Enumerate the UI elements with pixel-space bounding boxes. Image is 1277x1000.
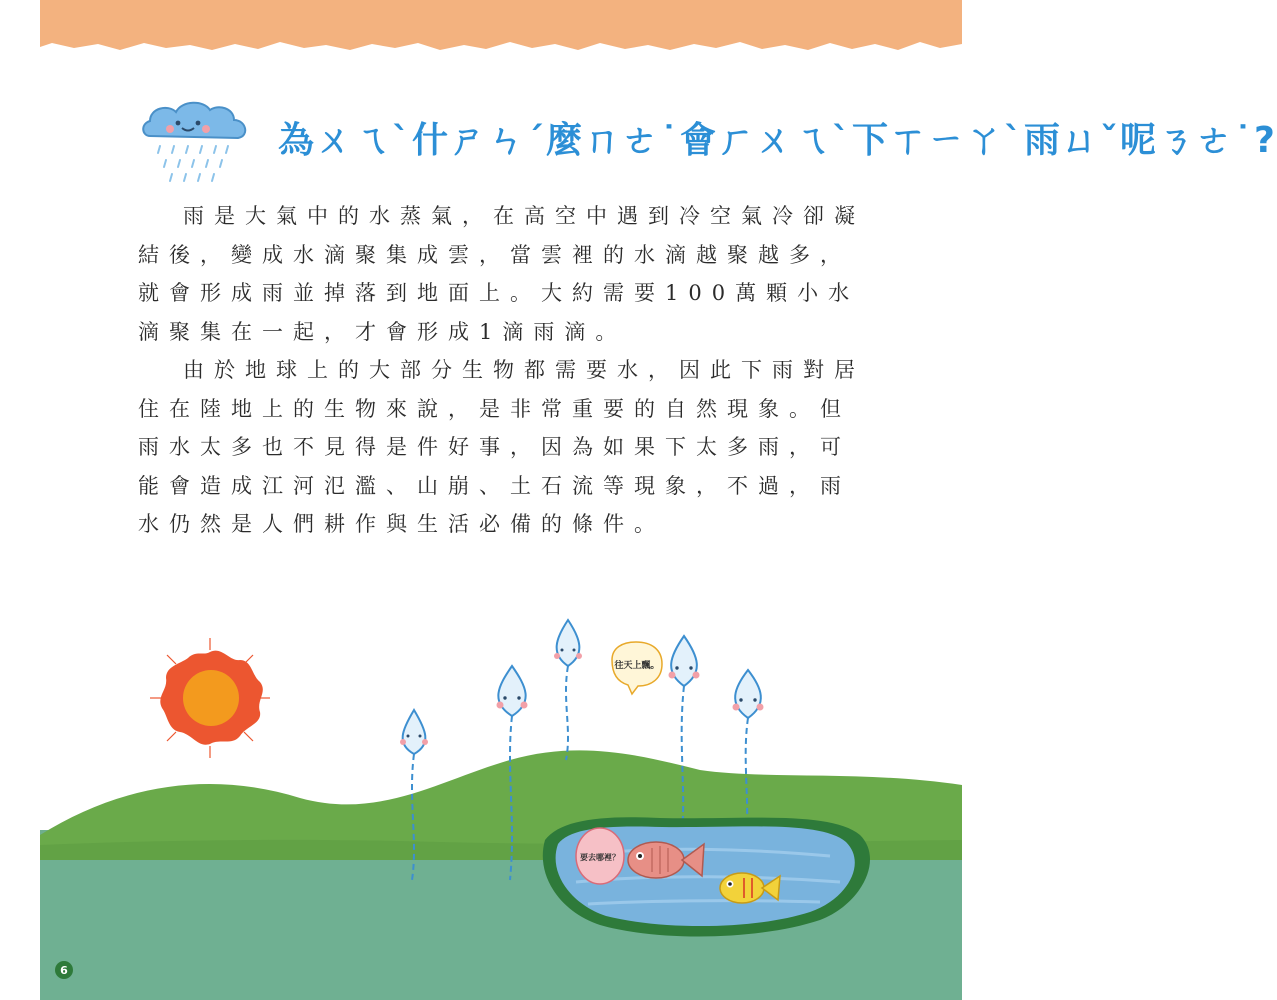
rain-cloud-icon [138, 98, 256, 186]
page-number-badge [55, 961, 73, 979]
book-page [40, 0, 1277, 1000]
page-number: 6 [60, 964, 68, 977]
header-band [40, 0, 962, 70]
body-text [138, 197, 866, 544]
fish-speech-text: 要去哪裡？ [580, 853, 620, 862]
paragraph-1: 雨是大氣中的水蒸氣，在高空中遇到冷空氣冷卻凝結後，變成水滴聚集成雲，當雲裡的水滴越聚越多，就會形成雨並掉落到地面上。大約需要100萬顆小水滴聚集在一起，才會形成1滴雨滴。 [138, 204, 865, 344]
page-title: 為ㄨㄟˋ什ㄕㄣˊ麼ㄇㄜ˙會ㄏㄨㄟˋ下ㄒㄧㄚˋ雨ㄩˇ呢ㄋㄜ˙? [278, 120, 1277, 161]
fish-speech-bubble [576, 828, 624, 884]
raindrop-speech-text: 往天上飄。 [614, 661, 660, 671]
sun-icon [150, 638, 270, 758]
paragraph-2: 由於地球上的大部分生物都需要水，因此下雨對居住在陸地上的生物來說，是非常重要的自然現象。但雨水太多也不見得是件好事，因為如果下太多雨，可能會造成江河氾濫、山崩、土石流等現象，不過，雨水仍然是人們耕作與生活必備的條件。 [138, 358, 865, 536]
water-cycle-illustration [40, 620, 962, 1000]
raindrop-speech-bubble [612, 642, 662, 694]
